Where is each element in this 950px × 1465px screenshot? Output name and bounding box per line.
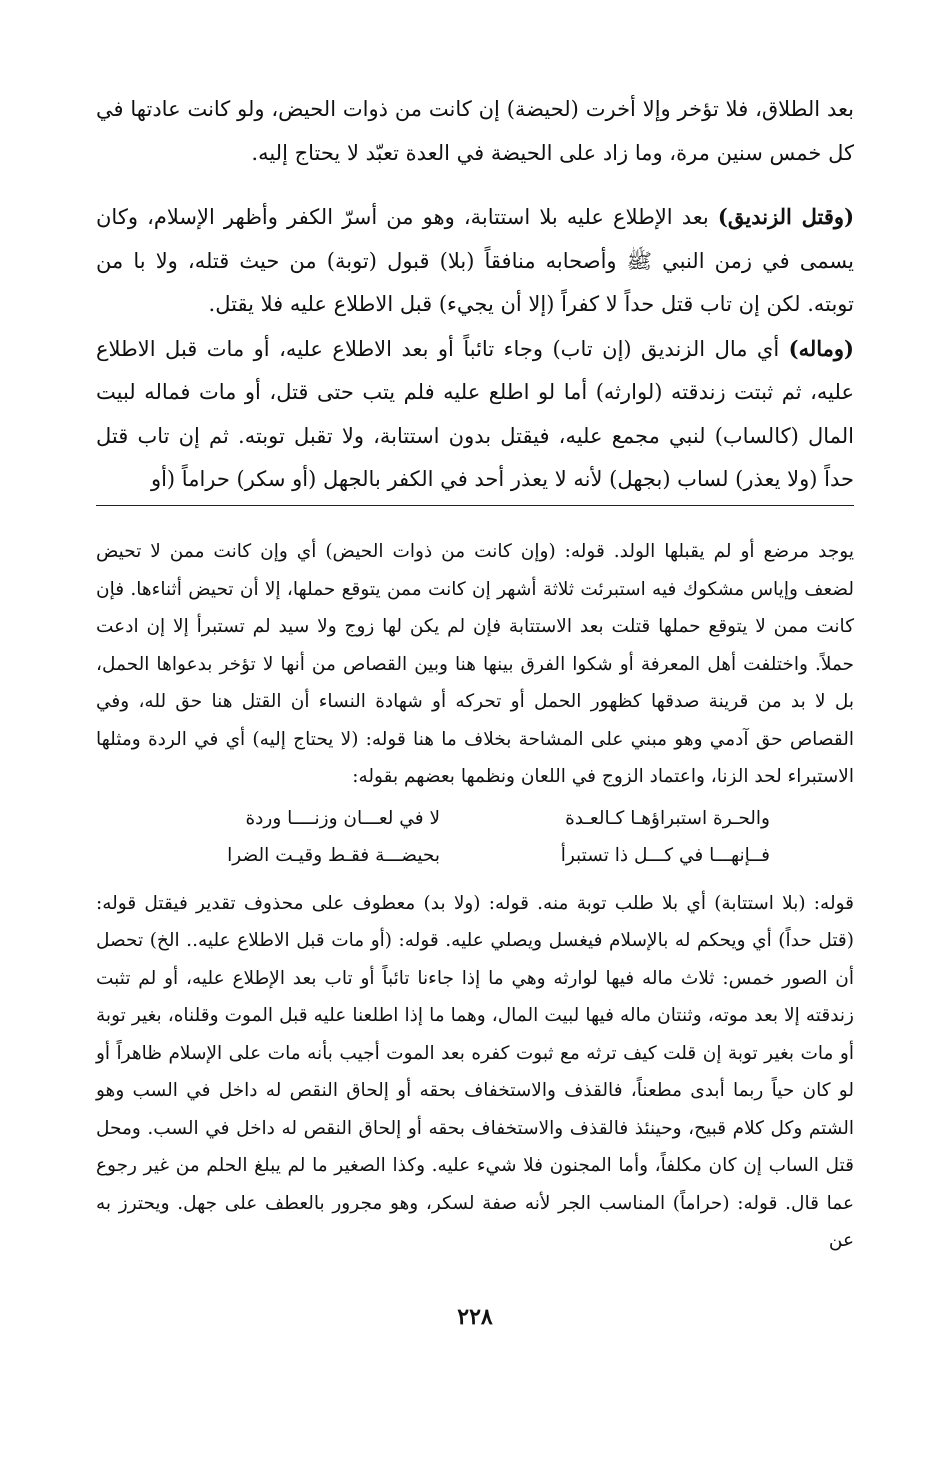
main-paragraph-2-lead: (وقتل الزنديق) — [717, 204, 855, 229]
main-paragraph-1: بعد الطلاق، فلا تؤخر وإلا أخرت (لحيضة) إن كانت من ذوات الحيض، ولو كانت عادتها في كل خمس سنين مرة، وما زاد على الحيضة في العدة تعبّد لا يحتاج إليه. — [96, 97, 854, 165]
footnotes — [96, 533, 854, 1260]
footnote-paragraph-1: يوجد مرضع أو لم يقبلها الولد. قوله: (وإن كانت من ذوات الحيض) أي وإن كانت ممن لا تحيض لضعف وإياس مشكوك فيه استبرئت ثلاثة أشهر إن كانت ممن يتوقع حملها، إلا أن تحيض أثناءها. فإن كانت ممن لا يتوقع حملها قتلت بعد الاستتابة فإن لم يكن لها زوج ولا سيد لم تستبرأ إلا إن ادعت حملاً. واختلفت أهل المعرفة أو شكوا الفرق بينها هنا وبين القصاص من أنها لا تؤخر بدعواها الحمل، بل لا بد من قرينة صدقها كظهور الحمل أو تحركه أو شهادة النساء أن القتل هنا حق لله، وفي القصاص حق آدمي وهو مبني على المشاحة بخلاف ما هنا قوله: (لا يحتاج إليه) أي في الردة ومثلها الاستبراء لحد الزنا، واعتماد الزوج في اللعان ونظمها بعضهم بقوله: — [96, 541, 854, 787]
poem — [96, 800, 854, 875]
main-paragraph-3-body: أي مال الزنديق (إن تاب) وجاء تائباً أو بعد الاطلاع عليه، أو مات قبل الاطلاع عليه، ثم ثبتت زندقته (لوارثه) أما لو اطلع عليه فلم يتب حتى قتل، أو مات فماله لبيت المال (كالساب) لنبي مجمع عليه، فيقتل بدون استتابة، ولا تقبل توبته. ثم إن تاب قتل حداً (ولا يعذر) لساب (بجهل) لأنه لا يعذر أحد في الكفر بالجهل (أو سكر) حراماً (أو — [96, 336, 854, 491]
main-paragraph-2 — [96, 195, 854, 327]
footnote-divider — [96, 505, 854, 506]
main-text — [96, 88, 854, 502]
poem-hemistich-first: والحـرة استبراؤهـا كـالعـدة — [565, 807, 770, 829]
footnote-paragraph-2: قوله: (بلا استتابة) أي بلا طلب توبة منه. قوله: (ولا بد) معطوف على محذوف تقدير فيقتل قوله: (قتل حداً) أي ويحكم له بالإسلام فيغسل ويصلي عليه. قوله: (أو مات قبل الاطلاع عليه.. الخ) تحصل أن الصور خمس: ثلاث ماله فيها لوارثه وهي ما إذا جاءنا تائباً أو تاب بعد الإطلاع عليه، أو لم تثبت زندقته إلا بعد موته، وثنتان ماله فيها لبيت المال، وهما ما إذا اطلعنا عليه قبل الموت وقلناه، بغير توبة أو مات بغير توبة إن قلت كيف ترثه مع ثبوت كفره بعد الموت أجيب بأنه مات على الإسلام ظاهراً أو لو كان حياً ربما أبدى مطعناً، فالقذف والاستخفاف بحقه أو إلحاق النقص له داخل في السب وهو الشتم وكل كلام قبيح، وحينئذ فالقذف والاستخفاف بحقه أو إلحاق النقص له داخل في السب. ومحل قتل الساب إن كان مكلفاً، وأما المجنون فلا شيء عليه. وكذا الصغير ما لم يبلغ الحلم من غير رجوع عما قال. قوله: (حراماً) المناسب الجر لأنه صفة لسكر، وهو مجرور بالعطف على جهل. ويحترز به عن — [96, 892, 854, 1251]
main-paragraph-3 — [96, 327, 854, 502]
main-paragraph-3-lead: (وماله) — [788, 335, 854, 361]
main-paragraph-2-body: بعد الإطلاع عليه بلا استتابة، وهو من أسرّ الكفر وأظهر الإسلام، وكان يسمى في زمن النبي ﷺ وأصحابه منافقاً (بلا) قبول (توبة) من حيث قتله، ولا با من توبته. لكن إن تاب قتل حداً لا كفراً (إلا أن يجيء) قبل الاطلاع عليه فلا يقتل. — [96, 205, 854, 316]
poem-hemistich-first: فــإنهـــا في كـــل ذا تستبرأ — [560, 845, 770, 866]
poem-hemistich-second: لا في لعـــان وزنــــا وردة — [245, 807, 440, 829]
poem-line — [96, 837, 854, 875]
poem-hemistich-second: بحيضـــة فقـط وقيـت الضرا — [227, 845, 440, 866]
poem-line — [96, 800, 854, 838]
page-number: ٢٢٨ — [457, 1304, 493, 1330]
